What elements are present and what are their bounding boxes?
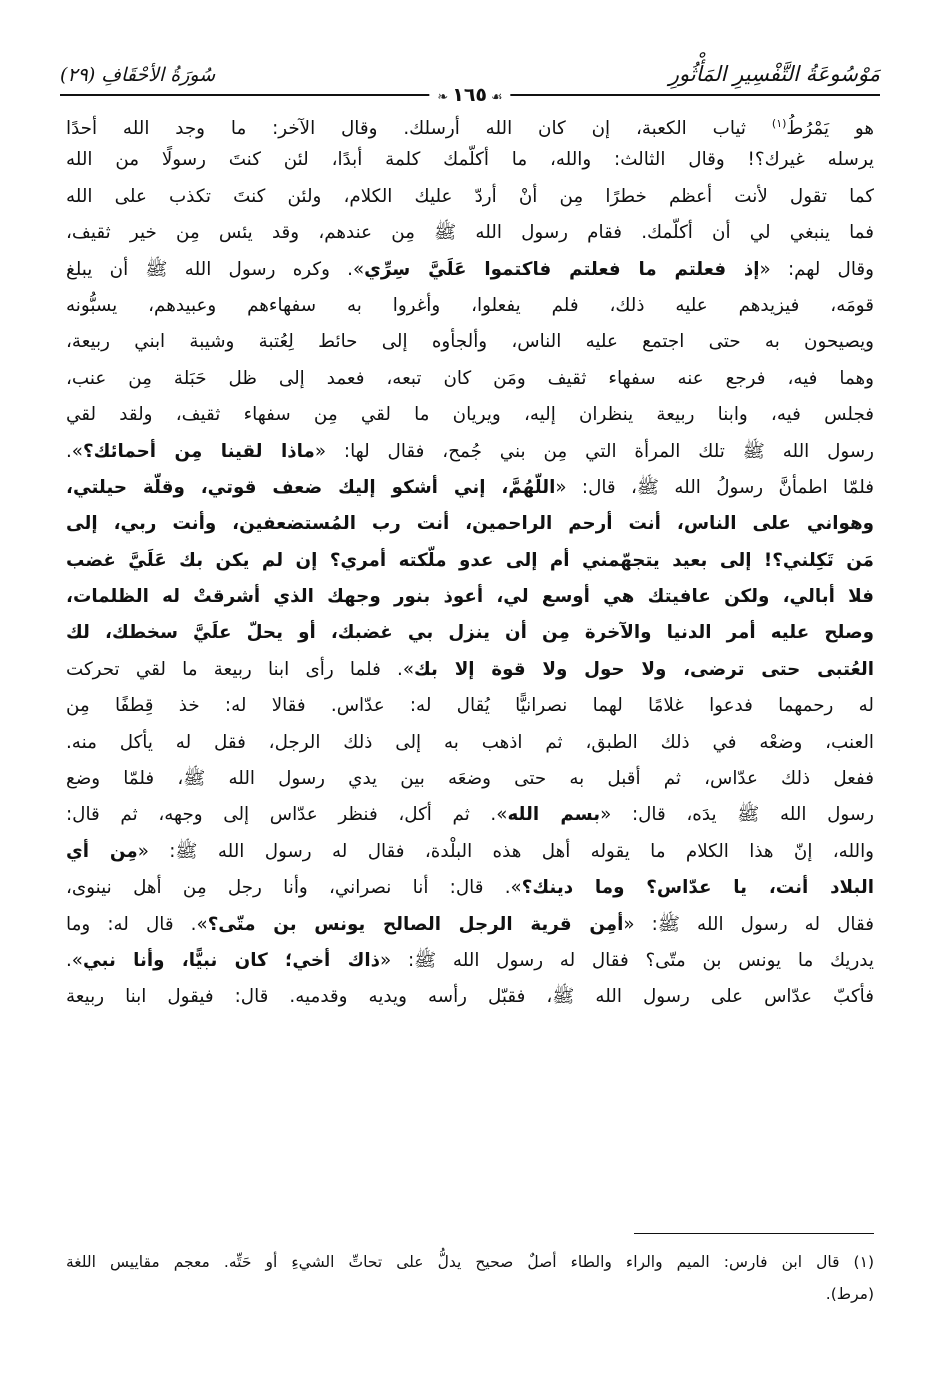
hadith-text: بسم الله [507,804,601,826]
hadith-text: مِن أي [66,840,138,862]
text-line [66,870,874,906]
hadith-text: وصلح عليه أمر الدنيا والآخرة مِن أن ينزل بي غضبك، أو يحلّ علَيَّ سخطك، لك [66,622,874,644]
footnote-line: (١) قال ابن فارس: الميم والراء والطاء أصلٌ صحيح يدلُّ على تحاتِّ الشيءِ أو حَتِّه. معجم مقاييس اللغة [66,1253,874,1271]
narration-text: العنب، وضعْه في ذلك الطبق، ثم اذهب به إلى ذلك الرجل، فقل له يأكل منه. [66,731,874,753]
hadith-text: مَن تَكِلني؟! إلى بعيد يتجهّمني أم إلى عدو ملّكته أمري؟ إن لم يكن بك عَلَيَّ غضب [66,549,874,571]
hadith-text: أمِن قرية الرجل الصالح يونس بن متّى؟ [207,913,624,935]
text-line [66,979,874,1015]
footnote-marker[interactable]: (١) [771,117,787,130]
running-head [60,58,880,106]
narration-text: فما ينبغي لي أن أكلّمك. فقام رسول الله ﷺ مِن عندهم، وقد يئس مِن خير ثقيف، [66,222,874,244]
text-line [66,288,874,324]
text-line [66,434,874,470]
text-line [66,797,874,833]
text-line [66,215,874,251]
ornament-right-icon: ❧ [437,90,449,105]
text-line [66,725,874,761]
hadith-text: اللّهُمَّ، إني أشكو إليك ضعف قوتي، وقلّة حيلتي، [66,476,556,498]
narration-text: والله، إنّ هذا الكلام ما يقوله أهل هذه البلْدة، فقال له رسول الله ﷺ: « [137,840,874,862]
text-line [66,252,874,288]
surah-title: سُورَةُ الأحْقَافِ (٢٩) [60,64,216,86]
text-line [66,907,874,943]
narration-text: وهما فيه، فرجع عنه سفهاء ثقيف ومَن كان تبعه، فعمد إلى ظل حَبَلة مِن عنب، [66,367,874,389]
hadith-text: العُتبى حتى ترضى، ولا حول ولا قوة إلا بك [414,658,874,680]
text-line [66,943,874,979]
hadith-text: وهواني على الناس، أنت أرحم الراحمين، أنت رب المُستضعفين، وأنت ربي، إلى [66,513,874,535]
narration-text: فجلس فيه، وابنا ربيعة ينظران إليه، ويريان ما لقي مِن سفهاء ثقيف، ولقد لقي [66,404,874,426]
narration-text: ». ثم أكل، فنظر عدّاس إلى وجهه، ثم قال: [66,804,508,826]
narration-text: يدريك ما يونس بن متّى؟ فقال له رسول الله ﷺ: « [380,949,874,971]
narration-text: ». قال: أنا نصراني، وأنا رجل مِن أهل نينوى، [66,877,522,899]
hadith-text: فلا أبالي، ولكن عافيتك هي أوسع لي، أعوذ بنور وجهك الذي أشرقتْ له الظلمات، [66,586,874,608]
ornament-left-icon: ☙ [491,90,503,105]
narration-text: ». [66,949,83,971]
text-line [66,615,874,651]
page-number: ١٦٥ [452,84,488,106]
text-line [66,179,874,215]
text-line [66,324,874,360]
narration-text: ثياب الكعبة، إن كان الله أرسلك. وقال الآخر: ما وجد الله أحدًا [66,118,772,140]
text-line [66,688,874,724]
text-line [66,543,874,579]
text-line [66,834,874,870]
narration-text: فأكبّ عدّاس على رسول الله ﷺ، فقبّل رأسه ويديه وقدميه. قال: فيقول ابنا ربيعة [66,986,874,1008]
text-line [66,579,874,615]
footnote [66,1246,874,1310]
narration-text: له رحمهما فدعوا غلامًا لهما نصرانيًّا يُقال له: عدّاس. فقالا له: خذ قِطفًا مِن [66,695,874,717]
hadith-text: إذ فعلتم ما فعلتم فاكتموا عَلَيَّ سِرِّي [364,258,760,280]
hadith-text: ماذا لقينا مِن أحمائك؟ [83,440,315,462]
text-line [66,470,874,506]
page-number-block [429,84,510,106]
narration-text: فقال له رسول الله ﷺ: « [623,913,874,935]
narration-text: ». [66,440,83,462]
narration-text: وقال لهم: « [759,258,874,280]
narration-text: ففعل ذلك عدّاس، ثم أقبل به حتى وضعَه بين يدي رسول الله ﷺ، فلمّا وضع [66,768,874,790]
narration-text: هو يَمْرُطُ [786,118,874,140]
narration-text: قومَه، فيزيدهم عليه ذلك، فلم يفعلوا، وأغروا به سفهاءهم وعبيدهم، يسبُّونه [66,294,874,316]
text-line [66,652,874,688]
hadith-text: البلاد أنت، يا عدّاس؟ وما دينك؟ [521,877,874,899]
narration-text: فلمّا اطمأنَّ رسولُ الله ﷺ، قال: « [555,476,874,498]
narration-text: رسول الله ﷺ يدَه، قال: « [600,804,874,826]
text-line [66,106,874,142]
footnote-line: (مرط). [825,1285,874,1303]
narration-text: ». قال له: وما [66,913,208,935]
book-title: مَوْسُوعَةُ التَّفْسِيرِ المَأْثُورِ [668,62,880,86]
narration-text: ». وكره رسول الله ﷺ أن يبلغ [66,258,365,280]
text-line [66,361,874,397]
narration-text: ». فلما رأى ابنا ربيعة ما لقي تحركت [66,658,415,680]
narration-text: كما تقول لأنت أعظم خطرًا مِن أنْ أردّ عليك الكلام، ولئن كنتَ تكذب على الله [66,185,874,207]
narration-text: يرسله غيرك؟! وقال الثالث: والله، ما أكلّمك كلمة أبدًا، لئن كنتَ رسولًا من الله [66,149,874,171]
text-line [66,761,874,797]
narration-text: رسول الله ﷺ تلك المرأة التي مِن بني جُمح، فقال لها: « [314,440,874,462]
text-line [66,142,874,178]
text-line [66,397,874,433]
main-text [66,106,874,1016]
text-line [66,506,874,542]
footnote-rule [634,1233,874,1234]
narration-text: ويصيحون به حتى اجتمع عليه الناس، وألجأوه إلى حائط لِعُتبة وشيبة ابني ربيعة، [66,331,874,353]
hadith-text: ذاك أخي؛ كان نبيًّا، وأنا نبي [83,949,381,971]
